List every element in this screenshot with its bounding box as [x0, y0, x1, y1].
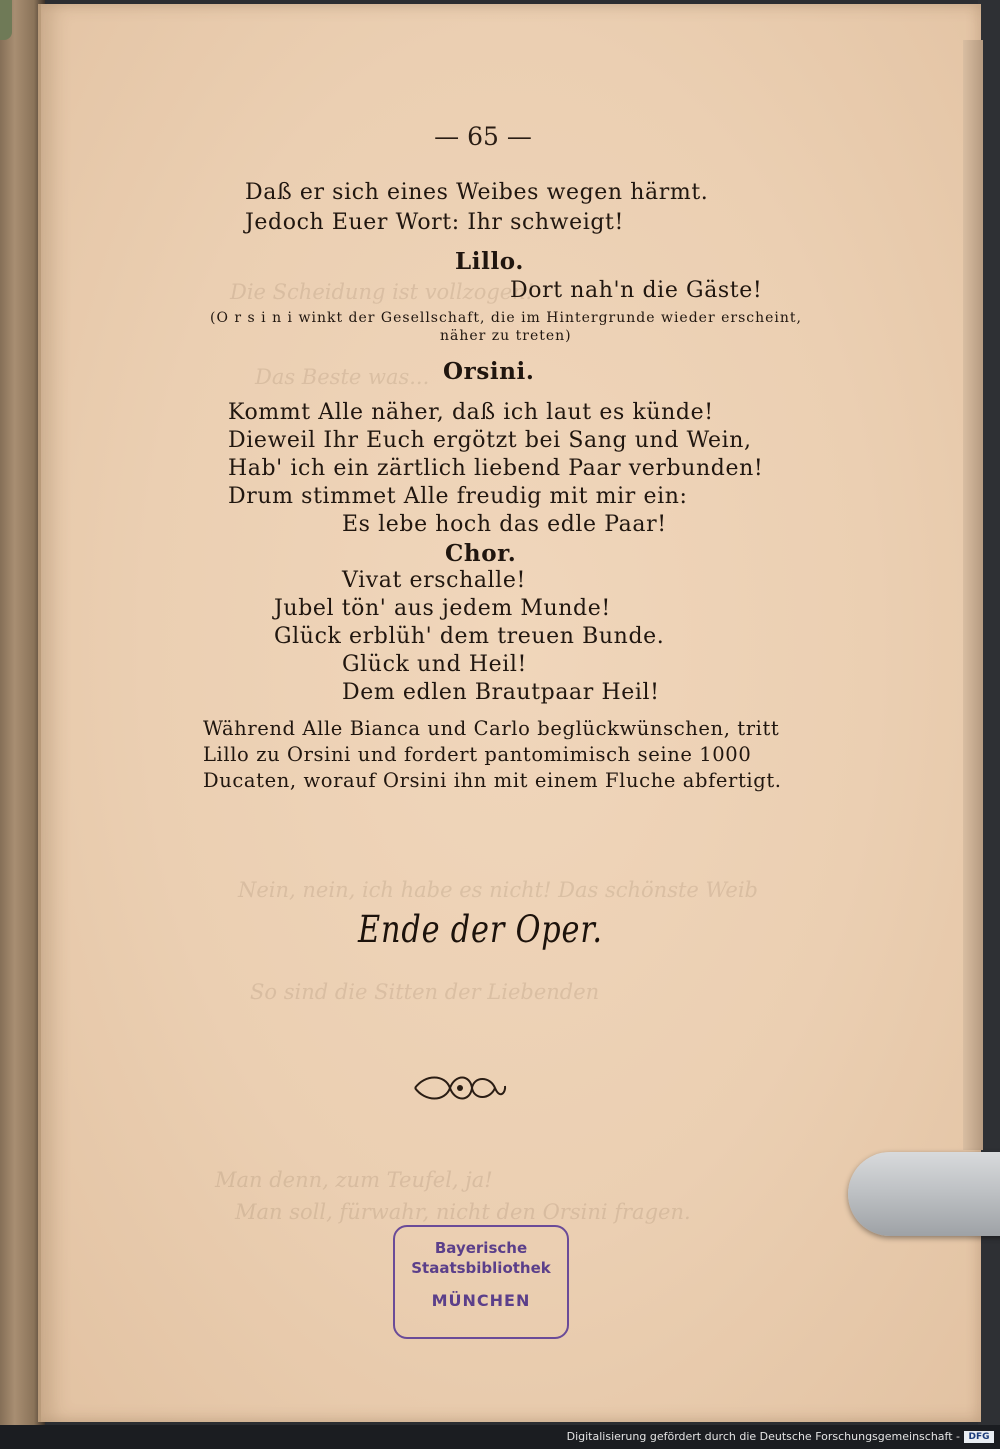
- verse-line: Glück erblüh' dem treuen Bunde.: [274, 624, 665, 649]
- verse-line: Dieweil Ihr Euch ergötzt bei Sang und Wein,: [228, 428, 752, 453]
- stage-direction: Lillo zu Orsini und fordert pantomimisch seine 1000: [203, 743, 752, 766]
- page-number: — 65 —: [434, 122, 532, 151]
- stamp-line: Bayerische: [434, 1239, 528, 1257]
- speaker-name: Orsini.: [443, 358, 535, 385]
- bleed-text: Das Beste was...: [255, 365, 430, 389]
- verse-line: Daß er sich eines Weibes wegen härmt.: [245, 180, 709, 205]
- verse-line: Glück und Heil!: [342, 652, 527, 677]
- library-stamp: [393, 1225, 569, 1339]
- speaker-name: Lillo.: [455, 248, 524, 275]
- verse-line: Es lebe hoch das edle Paar!: [342, 512, 667, 537]
- footer-text: Digitalisierung gefördert durch die Deutsche Forschungsgemeinschaft -: [566, 1430, 960, 1443]
- verse-line: Jedoch Euer Wort: Ihr schweigt!: [245, 210, 624, 235]
- verse-line: Hab' ich ein zärtlich liebend Paar verbunden!: [228, 456, 764, 481]
- page-edge-right: [963, 40, 983, 1150]
- stage-direction: (O r s i n i winkt der Gesellschaft, die im Hintergrunde wieder erscheint,: [210, 310, 802, 326]
- verse-line: Dem edlen Brautpaar Heil!: [342, 680, 660, 705]
- bleed-text: Man denn, zum Teufel, ja!: [215, 1168, 493, 1192]
- speaker-name: Chor.: [445, 540, 517, 567]
- end-title: Ende der Oper.: [358, 908, 603, 951]
- verse-line: Vivat erschalle!: [342, 568, 526, 593]
- bleed-text: Die Scheidung ist vollzogen!: [230, 280, 535, 304]
- dfg-logo: DFG: [964, 1431, 994, 1443]
- binding-clip: [0, 0, 12, 40]
- verse-line: Jubel tön' aus jedem Munde!: [274, 596, 611, 621]
- page-holder-clip: [848, 1152, 1000, 1236]
- footer-bar: [0, 1425, 1000, 1449]
- verse-line: Drum stimmet Alle freudig mit mir ein:: [228, 484, 688, 509]
- ornament-flourish-icon: [410, 1070, 510, 1106]
- bleed-text: So sind die Sitten der Liebenden: [250, 980, 600, 1004]
- verse-line: Kommt Alle näher, daß ich laut es künde!: [228, 400, 714, 425]
- bleed-text: Man soll, fürwahr, nicht den Orsini fragen.: [235, 1200, 691, 1224]
- stage-direction: Ducaten, worauf Orsini ihn mit einem Fluche abfertigt.: [203, 769, 782, 792]
- stamp-line: MÜNCHEN: [431, 1291, 531, 1310]
- bleed-text: Nein, nein, ich habe es nicht! Das schönste Weib: [238, 878, 758, 902]
- stamp-line: Staatsbibliothek: [411, 1259, 551, 1277]
- verse-line: Dort nah'n die Gäste!: [510, 278, 763, 303]
- stage-direction: näher zu treten): [440, 328, 572, 344]
- stage-direction: Während Alle Bianca und Carlo beglückwünschen, tritt: [203, 717, 780, 740]
